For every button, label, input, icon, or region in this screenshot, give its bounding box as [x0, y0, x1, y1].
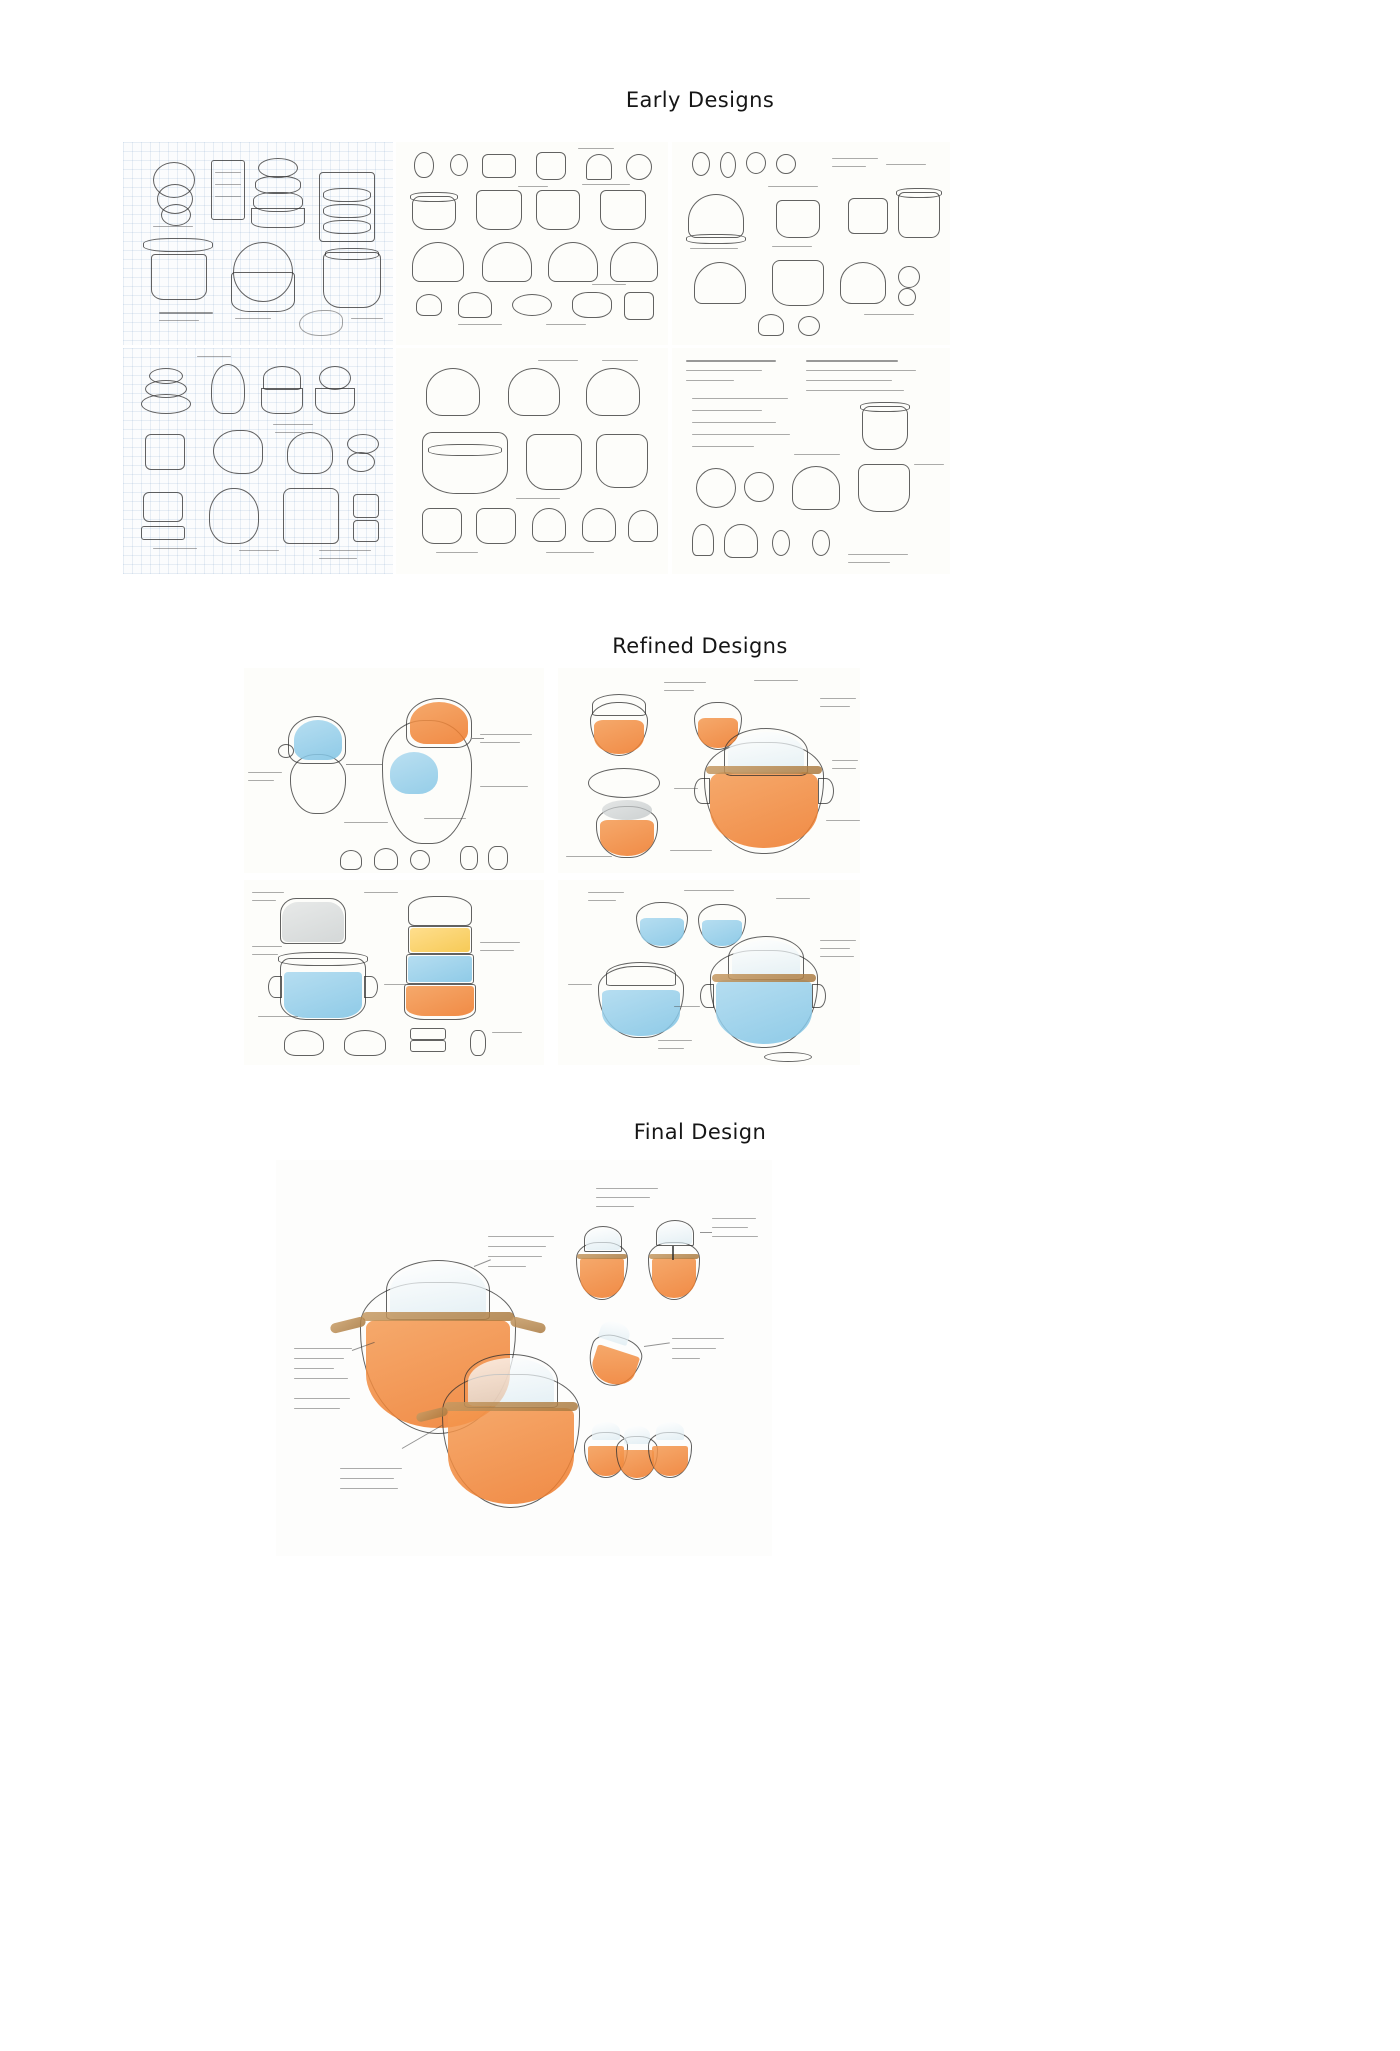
final-design-sheet	[276, 1160, 772, 1556]
refined-sheet-4	[558, 880, 860, 1065]
section-title-early-designs: Early Designs	[625, 88, 775, 112]
refined-sheet-2	[558, 668, 860, 873]
early-sheet-2	[396, 142, 668, 345]
refined-sheet-1	[244, 668, 544, 873]
section-title-refined-designs: Refined Designs	[612, 634, 788, 658]
early-sheet-4	[123, 348, 393, 574]
section-title-final-design: Final Design	[633, 1120, 767, 1144]
refined-sheet-3	[244, 880, 544, 1065]
early-sheet-1	[123, 142, 393, 345]
early-sheet-6	[672, 348, 950, 574]
early-sheet-3	[672, 142, 950, 345]
early-sheet-5	[396, 348, 668, 574]
